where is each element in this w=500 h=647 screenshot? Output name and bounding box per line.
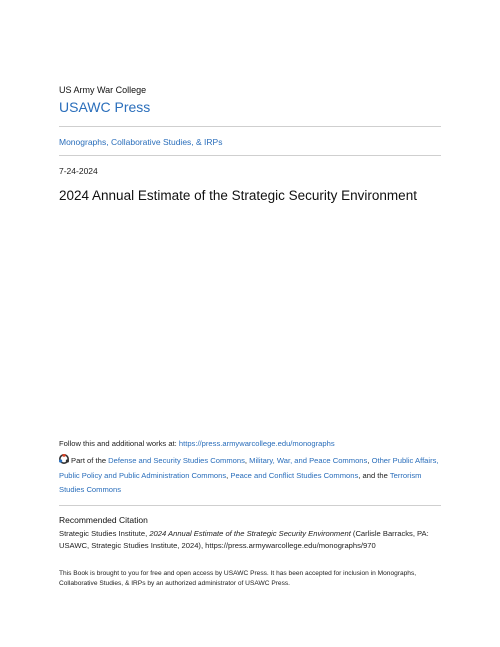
publication-date: 7-24-2024 xyxy=(59,166,98,176)
divider-top xyxy=(59,126,441,127)
institution-name: US Army War College xyxy=(59,85,147,95)
document-title: 2024 Annual Estimate of the Strategic Security Environment xyxy=(59,188,417,203)
commons-link-military[interactable]: Military, War, and Peace Commons xyxy=(249,456,368,465)
divider-bottom xyxy=(59,505,441,506)
part-of-commons: Part of the Defense and Security Studies Commons, Military, War, and Peace Commons, Other Public Affairs, Public Policy and Public Administration Commons, Peace and Conflict Studies Commons, and the Terrorism Studies Commons xyxy=(59,454,441,498)
commons-link-terrorism[interactable]: Terrorism Studies Commons xyxy=(59,470,422,494)
commons-link-peace-conflict[interactable]: Peace and Conflict Studies Commons xyxy=(230,470,359,480)
follow-url-link[interactable]: https://press.armywarcollege.edu/monographs xyxy=(178,439,335,448)
commons-link-public-affairs[interactable]: Other Public Affairs, Public Policy and Public Administration Commons xyxy=(59,456,439,480)
divider-middle xyxy=(59,155,441,156)
access-notice: This Book is brought to you for free and open access by USAWC Press. It has been accepted for inclusion in Monographs, Collaborative Studies, & IRPs by an authorized administrator of USAWC Press. xyxy=(59,570,417,587)
citation-heading: Recommended Citation xyxy=(59,515,148,525)
commons-network-icon xyxy=(59,454,69,464)
follow-prefix: Follow this and additional works at: xyxy=(59,439,179,448)
usawc-press-link[interactable]: USAWC Press xyxy=(59,99,151,115)
citation-text: Strategic Studies Institute, 2024 Annual Estimate of the Strategic Security Environment (Carlisle Barracks, PA: USAWC, Strategic Studies Institute, 2024), https://press.armywarcollege.edu/monographs/970 xyxy=(59,529,429,550)
series-link[interactable]: Monographs, Collaborative Studies, & IRPs xyxy=(59,137,223,147)
part-prefix: Part of the xyxy=(71,456,109,465)
follow-line xyxy=(59,439,335,448)
citation-title: 2024 Annual Estimate of the Strategic Security Environment xyxy=(149,529,351,538)
commons-link-defense[interactable]: Defense and Security Studies Commons xyxy=(108,456,245,465)
